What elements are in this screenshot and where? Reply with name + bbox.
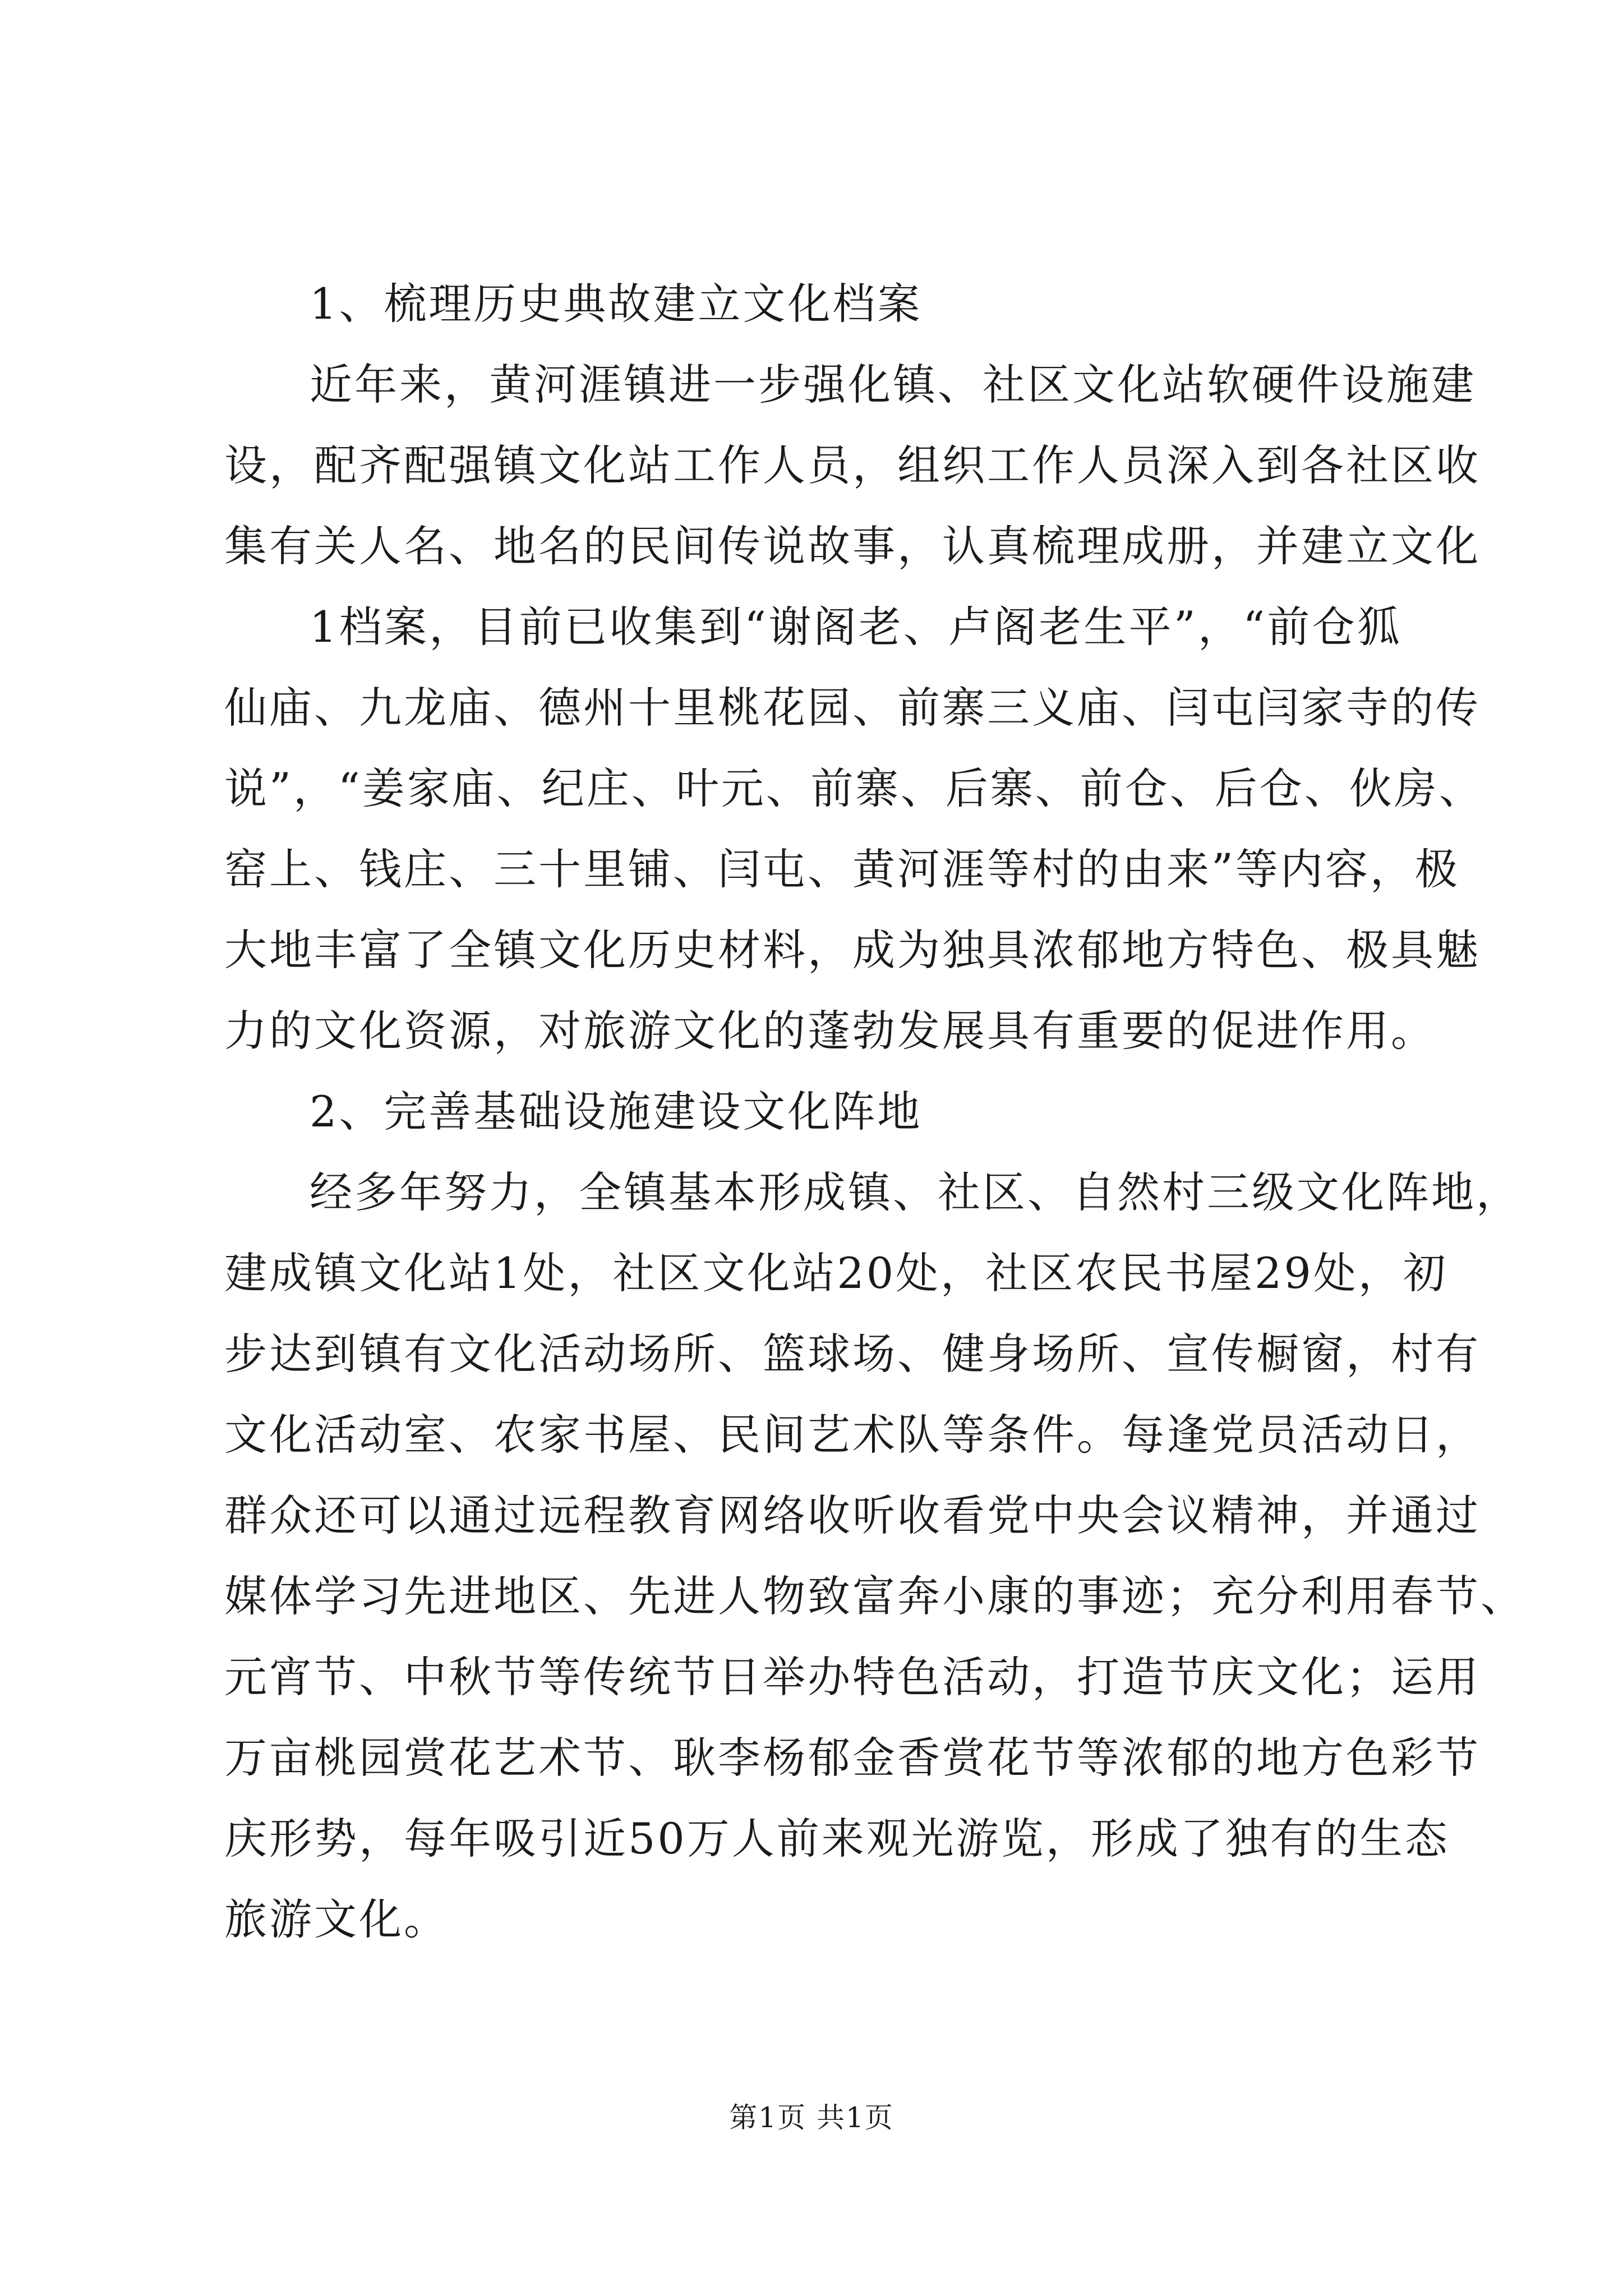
paragraph-line: 集有关人名、地名的民间传说故事，认真梳理成册，并建立文化: [224, 521, 1481, 571]
paragraph-line: 窑上、钱庄、三十里铺、闫屯、黄河涯等村的由来”等内容，极: [224, 844, 1460, 894]
paragraph-line: 大地丰富了全镇文化历史材料，成为独具浓郁地方特色、极具魅: [224, 925, 1481, 975]
paragraph-line: 庆形势，每年吸引近50万人前来观光游览，形成了独有的生态: [224, 1814, 1450, 1864]
section-heading: 1、梳理历史典故建立文化档案: [310, 279, 923, 329]
paragraph-line: 群众还可以通过远程教育网络收听收看党中央会议精神，并通过: [224, 1490, 1481, 1540]
paragraph-line: 说”，“姜家庙、纪庄、叶元、前寨、后寨、前仓、后仓、伙房、: [224, 763, 1484, 813]
page-footer: 第1页 共1页: [729, 2101, 894, 2134]
paragraph-line: 力的文化资源，对旅游文化的蓬勃发展具有重要的促进作用。: [224, 1006, 1436, 1056]
paragraph-line: 1档案，目前已收集到“谢阁老、卢阁老生平”，“前仓狐: [310, 602, 1402, 652]
section-heading: 2、完善基础设施建设文化阵地: [310, 1087, 923, 1137]
paragraph-line: 文化活动室、农家书屋、民间艺术队等条件。每逢党员活动日，: [224, 1410, 1481, 1460]
paragraph-line: 设，配齐配强镇文化站工作人员，组织工作人员深入到各社区收: [224, 440, 1481, 490]
paragraph-line: 经多年努力，全镇基本形成镇、社区、自然村三级文化阵地，: [310, 1167, 1521, 1217]
paragraph-line: 建成镇文化站1处，社区文化站20处，社区农民书屋29处，初: [224, 1248, 1448, 1298]
paragraph-line: 步达到镇有文化活动场所、篮球场、健身场所、宣传橱窗，村有: [224, 1329, 1481, 1379]
paragraph-line: 万亩桃园赏花艺术节、耿李杨郁金香赏花节等浓郁的地方色彩节: [224, 1733, 1481, 1783]
document-body: [224, 264, 1525, 1960]
paragraph-line: 旅游文化。: [224, 1894, 449, 1944]
paragraph-line: 元宵节、中秋节等传统节日举办特色活动，打造节庆文化；运用: [224, 1652, 1481, 1702]
paragraph-line: 仙庙、九龙庙、德州十里桃花园、前寨三义庙、闫屯闫家寺的传: [224, 683, 1481, 733]
paragraph-line: 近年来，黄河涯镇进一步强化镇、社区文化站软硬件设施建: [310, 360, 1476, 409]
paragraph-line: 媒体学习先进地区、先进人物致富奔小康的事迹；充分利用春节、: [224, 1571, 1525, 1621]
